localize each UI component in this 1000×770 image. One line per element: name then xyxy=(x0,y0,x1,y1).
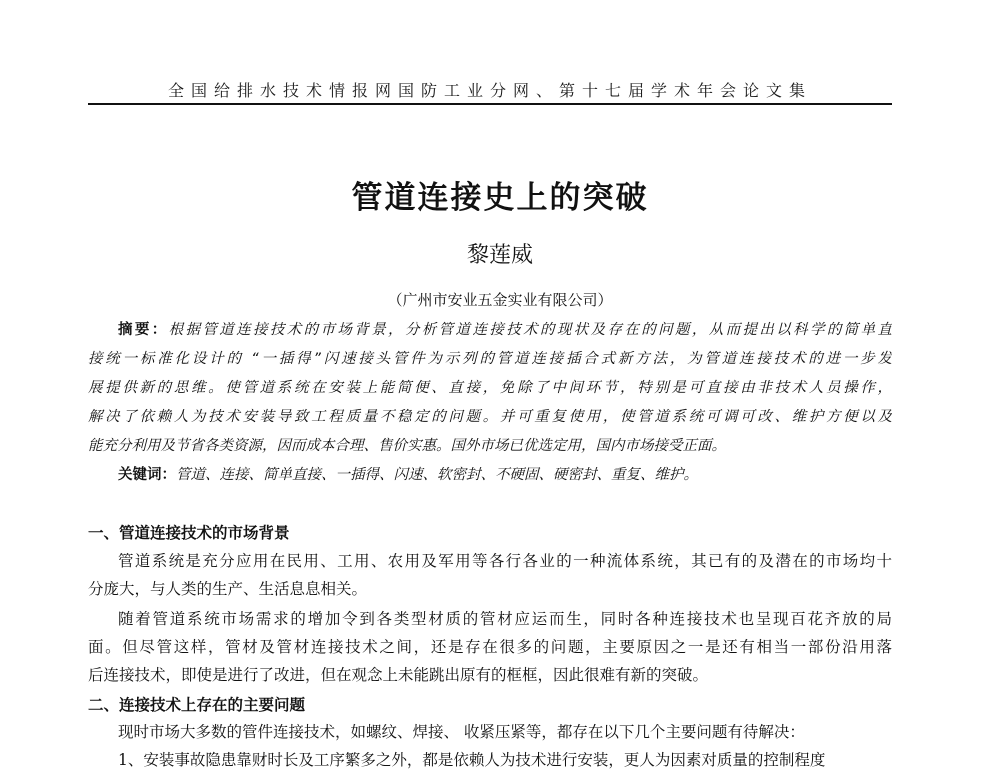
abstract-line: 接统一标准化设计的 “一插得”闪速接头管件为示列的管道连接插合式新方法，为管道连接技术的进一步发 xyxy=(88,351,892,367)
abstract-line: 能充分利用及节省各类资源，因而成本合理、售价实惠。国外市场已优选定用，国内市场接受正面。 xyxy=(88,438,726,454)
running-header: 全国给排水技术情报网国防工业分网、第十七届学术年会论文集 xyxy=(167,81,812,100)
paper-author: 黎莲威 xyxy=(466,243,533,268)
abstract-line: 解决了依赖人为技术安装导致工程质量不稳定的问题。并可重复使用，使管道系统可调可改、维护方便以及 xyxy=(88,409,892,425)
header-rule xyxy=(88,103,892,105)
body-line: 后连接技术，即使是进行了改进，但在观念上未能跳出原有的框框，因此很难有新的突破。 xyxy=(88,666,709,684)
body-line: 1、安装事故隐患靠财时长及工序繁多之外，都是依赖人为技术进行安装，更人为因素对质量的控制程度 xyxy=(118,751,826,769)
body-line: 现时市场大多数的管件连接技术，如螺纹、焊接、 收紧压紧等，都存在以下几个主要问题有待解决： xyxy=(118,723,805,741)
abstract-line: 展提供新的思维。使管道系统在安装上能简便、直接，免除了中间环节，特别是可直接由非技术人员操作， xyxy=(88,380,892,396)
body-line: 随着管道系统市场需求的增加令到各类型材质的管材应运而生，同时各种连接技术也呈现百花齐放的局 xyxy=(118,610,892,628)
keywords-line xyxy=(118,465,892,485)
paper-title: 管道连接史上的突破 xyxy=(351,180,649,216)
body-line: 面。但尽管这样，管材及管材连接技术之间，还是存在很多的问题，主要原因之一是还有相当一部份沿用落 xyxy=(88,638,892,656)
body-line: 管道系统是充分应用在民用、工用、农用及军用等各行各业的一种流体系统，其已有的及潜在的市场均十 xyxy=(118,552,892,570)
abstract-line xyxy=(118,320,892,340)
abstract-text: 根据管道连接技术的市场背景，分析管道连接技术的现状及存在的问题，从而提出以科学的简单直 xyxy=(168,322,892,338)
section-heading: 二、连接技术上存在的主要问题 xyxy=(88,695,306,714)
body-line: 分庞大，与人类的生产、生活息息相关。 xyxy=(88,580,368,598)
keywords-text: 管道、连接、简单直接、一插得、闪速、软密封、不硬固、硬密封、重复、维护。 xyxy=(176,467,698,483)
abstract-label: 摘要： xyxy=(118,321,169,338)
section-heading: 一、管道连接技术的市场背景 xyxy=(88,523,290,542)
author-affiliation: （广州市安业五金实业有限公司） xyxy=(387,291,613,309)
keywords-label: 关键词： xyxy=(118,466,176,483)
